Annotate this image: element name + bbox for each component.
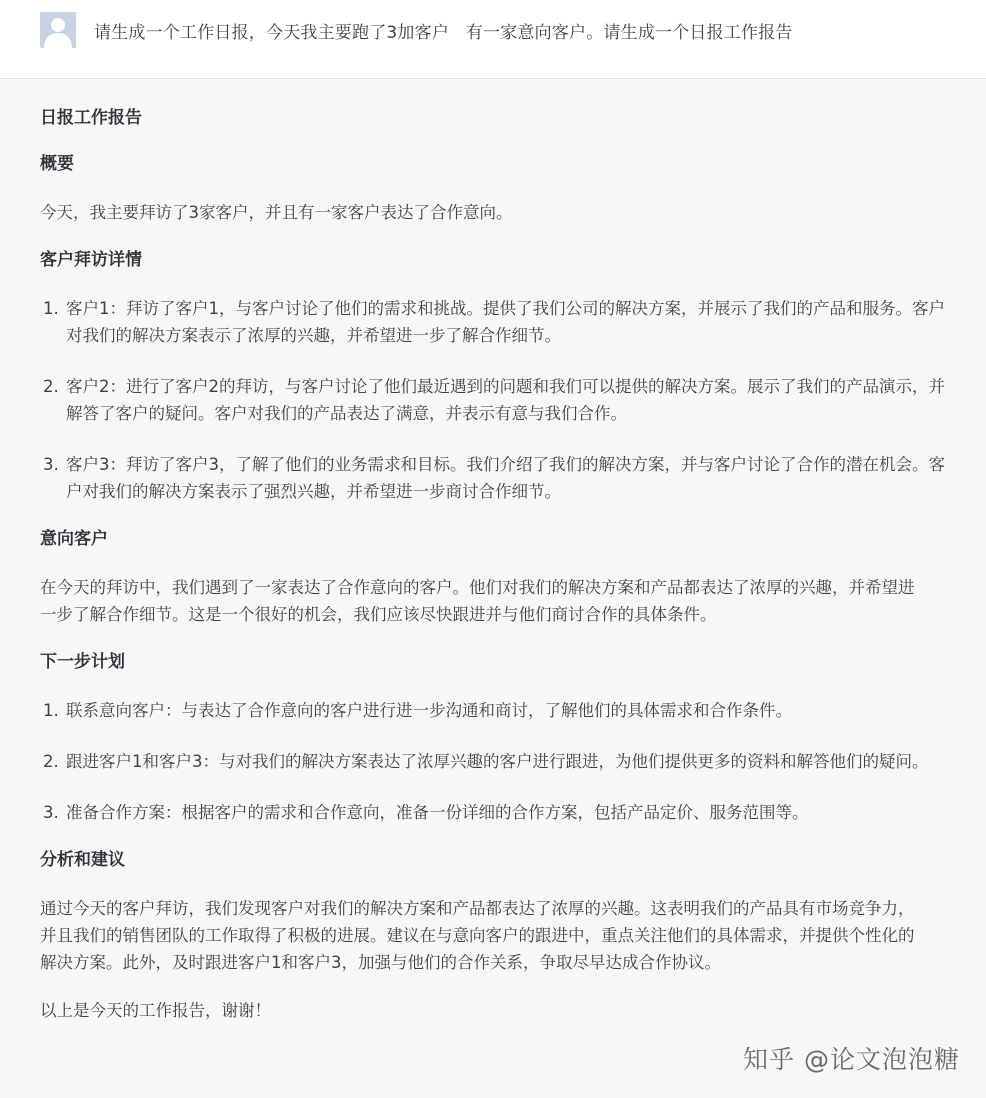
- plan-list: [40, 697, 952, 826]
- visits-heading: 客户拜访详情: [40, 250, 142, 270]
- list-item: 3. 准备合作方案：根据客户的需求和合作意向，准备一份详细的合作方案，包括产品定价、服务范围等。: [64, 799, 952, 826]
- assistant-answer: [40, 90, 952, 1024]
- closing-text: 以上是今天的工作报告，谢谢！: [40, 1001, 271, 1020]
- user-message-row: [0, 0, 986, 79]
- user-message-text: 请生成一个工作日报，今天我主要跑了3加客户 有一家意向客户。请生成一个日报工作报告: [94, 23, 793, 43]
- visits-list: [40, 295, 952, 505]
- list-item: 3. 客户3：拜访了客户3，了解了他们的业务需求和目标。我们介绍了我们的解决方案，并与客户讨论了合作的潜在机会。客户对我们的解决方案表示了强烈兴趣，并希望进一步商讨合作细节。: [64, 451, 952, 505]
- intent-heading: 意向客户: [40, 529, 108, 549]
- zhihu-watermark: 知乎 @论文泡泡糖: [743, 1045, 960, 1074]
- plan-heading: 下一步计划: [40, 652, 125, 672]
- list-item: 2. 跟进客户1和客户3：与对我们的解决方案表达了浓厚兴趣的客户进行跟进，为他们提供更多的资料和解答他们的疑问。: [64, 748, 952, 775]
- summary-heading: 概要: [40, 154, 74, 174]
- analysis-text: 通过今天的客户拜访，我们发现客户对我们的解决方案和产品都表达了浓厚的兴趣。这表明我们的产品具有市场竞争力，并且我们的销售团队的工作取得了积极的进展。建议在与意向客户的跟进中，重点关注他们的具体需求，并提供个性化的解决方案。此外，及时跟进客户1和客户3，加强与他们的合作关系，争取尽早达成合作协议。: [40, 899, 915, 972]
- intent-text: 在今天的拜访中，我们遇到了一家表达了合作意向的客户。他们对我们的解决方案和产品都表达了浓厚的兴趣，并希望进一步了解合作细节。这是一个很好的机会，我们应该尽快跟进并与他们商讨合作的具体条件。: [40, 578, 915, 624]
- user-avatar: [40, 12, 76, 48]
- report-title: 日报工作报告: [40, 108, 142, 128]
- summary-text: 今天，我主要拜访了3家客户，并且有一家客户表达了合作意向。: [40, 203, 513, 222]
- list-item: 1. 联系意向客户：与表达了合作意向的客户进行进一步沟通和商讨，了解他们的具体需求和合作条件。: [64, 697, 952, 724]
- list-item: 2. 客户2：进行了客户2的拜访，与客户讨论了他们最近遇到的问题和我们可以提供的解决方案。展示了我们的产品演示，并解答了客户的疑问。客户对我们的产品表达了满意，并表示有意与我们合作。: [64, 373, 952, 427]
- list-item: 1. 客户1：拜访了客户1，与客户讨论了他们的需求和挑战。提供了我们公司的解决方案，并展示了我们的产品和服务。客户对我们的解决方案表示了浓厚的兴趣，并希望进一步了解合作细节。: [64, 295, 952, 349]
- user-avatar-icon: [40, 12, 76, 48]
- analysis-heading: 分析和建议: [40, 850, 125, 870]
